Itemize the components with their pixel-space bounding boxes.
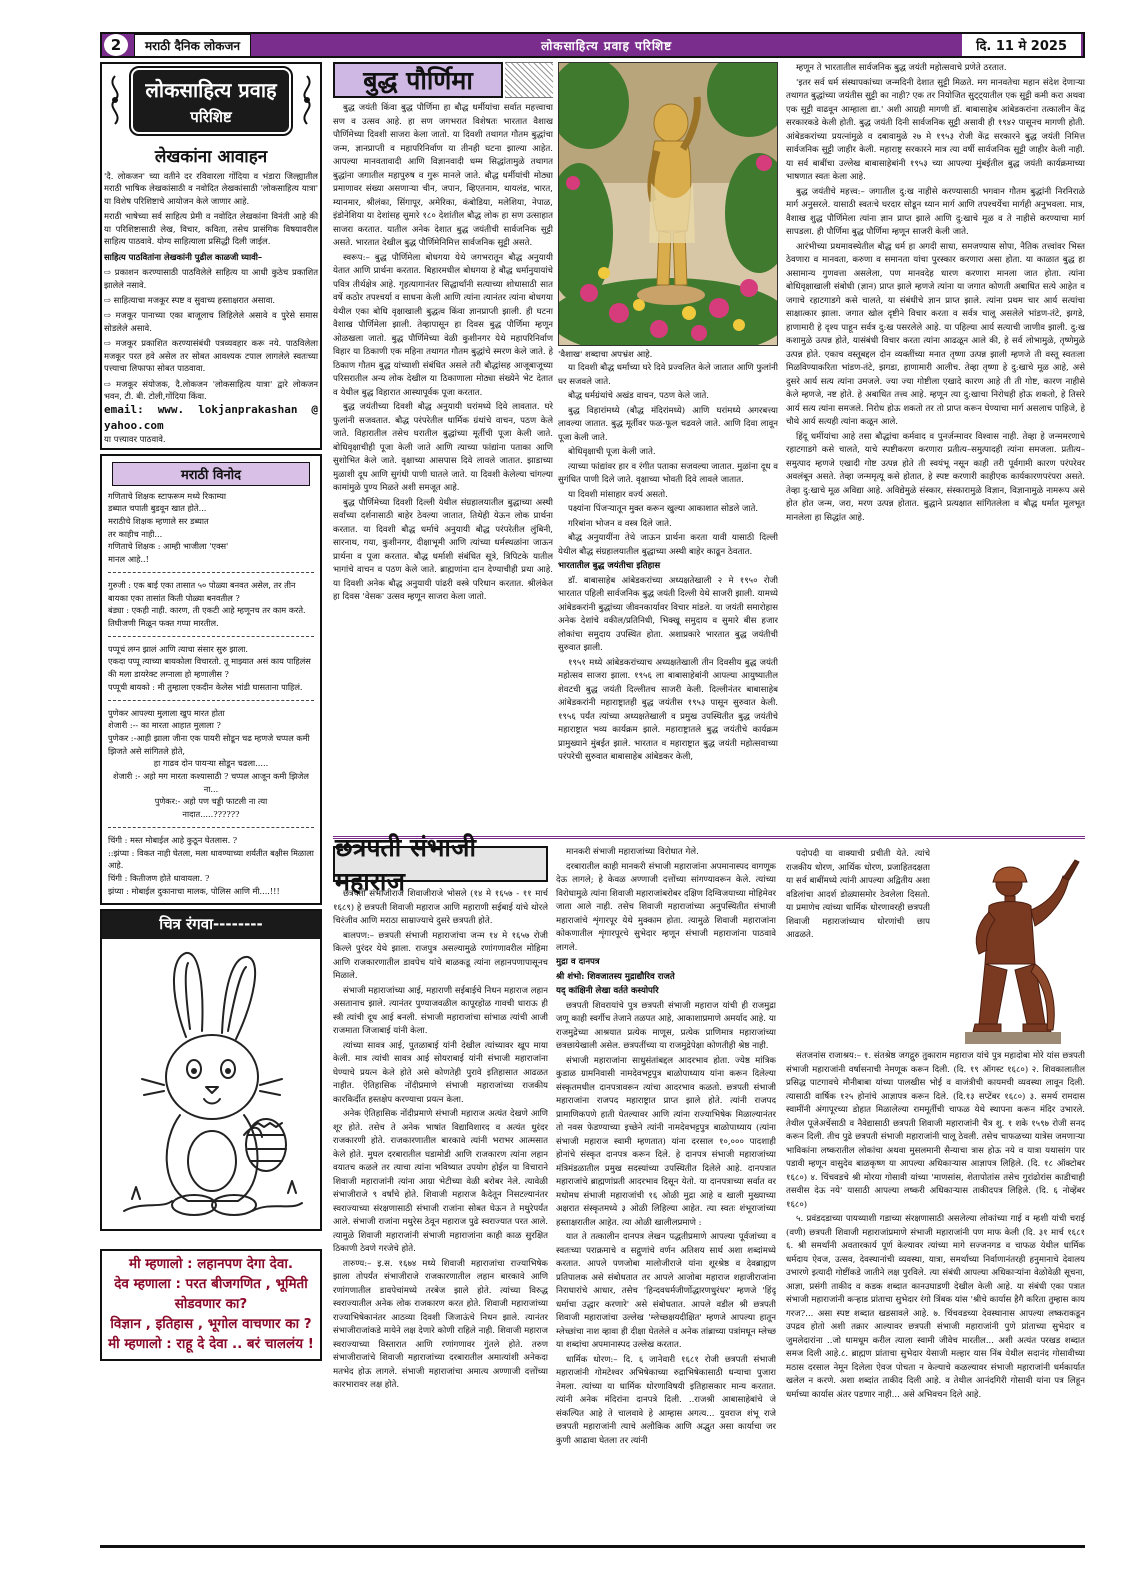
sambhaji-para: छत्रपती संभाजीराजे शिवाजीराजे भोसले (१४ मे १६५७ - ११ मार्च १६८९) हे छत्रपती शिवाजी महाराज आणि महाराणी सईबाई यांचे थोरले चिरंजीव आणि मराठा साम्राज्याचे दुसरे छत्रपती होते. (333, 889, 548, 926)
joke-line: चिंगी : मस्त मोबाईल आहे कुठून घेतलास. ? (108, 834, 238, 845)
buddha-para: बौद्ध अनुयायींना तेथे जाऊन प्रार्थना करता यावी यासाठी दिल्ली येथील बौद्ध संग्रहालयातील बुद्धाच्या अस्थी बाहेर काढून ठेवतात. (558, 533, 778, 557)
sambhaji-column-3b (786, 1050, 1085, 1540)
joke-line: गुरुजी : एक बाई एका तासात ५० पोळ्या बनवत असेल, तर तीन बायका एका तासांत किती पोळ्या बनवतील ? (108, 579, 296, 603)
sambhaji-para: मानकरी संभाजी महाराजांच्या विरोधात गेले. (566, 847, 699, 857)
buddha-para: बौद्ध धर्मग्रंथांचे अखंड वाचन, पठण केले जाते. (568, 391, 709, 401)
sambhaji-para: संभाजी महाराजांच्या आई, महाराणी सईबाईचे निधन महाराज लहान असतानाच झाले. त्यानंतर पुण्याजवळील कापूरहोळ गावची धाराऊ ही स्त्री त्यांची दूध आई बनली. संभाजी महाराजांचा सांभाळ त्यांची आजी राजमाता जिजाबाई यांनी केला. (333, 985, 548, 1036)
sambhaji-para: तारुण्य:– इ.स. १६७४ मध्ये शिवाजी महाराजांचा राज्याभिषेक झाला तोपर्यंत संभाजीराजे राजकारणातील लहान बारकावे आणि रणांगणातील डावपेचांमध्ये तरबेज झाले होते. त्यांच्या विरुद्ध स्वराज्यातील अनेक लोक राजकारण करत होते. शिवाजी महाराजांच्या राज्याभिषेकानंतर आठव्या दिवशी जिजाऊंचे निधन झाले. त्यानंतर संभाजीराजांकडे मायेने लक्ष देणारे कोणी राहिले नाही. शिवाजी महाराज स्वराज्याच्या विस्तारात आणि रणांगणावर गुंतले होते. तरुण संभाजीराजांचे शिवाजी महाराजांच्या दरबारातील अमात्यांशी अनेकदा मतभेद होऊ लागले. संभाजी महाराजांचा अमात्य अण्णाजी दत्तोंच्या कारभारावर लक्ष होते. (333, 1258, 548, 1390)
joke-line: हा गाढव दोन पायऱ्या सोडून चढला..... (153, 758, 269, 769)
coloring-heading: चित्र रंगवा-------- (102, 911, 320, 939)
joke-separator (108, 827, 314, 828)
sambhaji-para: संतजनांस राजाश्रय:– १. संतश्रेष्ठ जगद्गुरु तुकाराम महाराज यांचे पुत्र महादोबा मोरे यांस छत्रपती संभाजी महाराजांनी वर्षासनाची नेमणूक करून दिली. (दि. १९ ऑगस्ट १६८०) २. शिवकालातील प्रसिद्ध पाटगावचे मौनीबाबा यांच्या पालखीस भोई व वाजंत्रीची कायमची व्यवस्था लावून दिली. त्यासाठी वार्षिक १२५ होनांचे आज्ञापत्र करून दिले. (दि.१३ सप्टेंबर १६८०) ३. समर्थ रामदास स्वामींनी अंगापूरच्या डोहात मिळालेल्या राममूर्तीची चाफळ येथे स्थापना करून मंदिर उभारले. तेथील पूजेअर्चेसाठी व नैवेद्यासाठी छत्रपती शिवाजी महाराजांनी चैत्र शु. १ शके १५९७ रोजी सनद करून दिली. तीच पुढे छत्रपती संभाजी महाराजांनी चालू ठेवली. तसेच चाफळच्या यात्रेस जमणाऱ्या भाविकांना लष्करातील लोकांचा अथवा मुसलमानी सैन्याचा त्रास होऊ नये व यात्रा यथासांग पार पडावी म्हणून वासुदेव बाळकृष्ण या आपल्या अधिकाऱ्यास आज्ञापत्र लिहिले. (दि. १८ ऑक्टोबर १६८०) ४. चिंचवडचे श्री मोरया गोसावी यांच्या 'माणसांस, शेतापोतांस तसेच गुरांढोरांस काडीचाही तसवीस देऊ नये' यासाठी आपल्या लष्करी अधिकाऱ्यास ताकीदपत्र लिहिले. (दि. ६ नोव्हेंबर १६८०) (786, 1051, 1085, 1210)
joke-4 (102, 707, 320, 821)
section-title: लोकसाहित्य प्रवाह परिशिष्ट (541, 38, 673, 53)
buddha-para: बुद्ध जयंतीचे महत्त्व:– जगातील दु:ख नाहीसे करण्यासाठी भगवान गौतम बुद्धांनी निरनिराळे मार्ग अनुसरले. यासाठी स्वतःचे घरदार सोडून ध्यान मार्ग आणि तपश्चर्येचा मार्गही अनुभवला. मात्र, वैशाख शुद्ध पौर्णिमेला त्यांना ज्ञान प्राप्त झाले आणि दु:खाचे मूळ व ते नाहीसे करण्याचा मार्ग सापडला. ही पौर्णिमा बुद्ध पौर्णिमा म्हणून साजरी केली जाते. (786, 186, 1085, 237)
buddha-para: या दिवशी बौद्ध धर्मांच्या घरे दिवे प्रज्वलित केले जातात आणि फुलांनी घर सजवले जाते. (558, 363, 778, 387)
issue-date: दि. 11 मे 2025 (962, 34, 1081, 56)
sambhaji-verse: यद् कांक्षिनी लेखा वर्तते कस्योपरि (556, 986, 659, 996)
sambhaji-para: छत्रपती शिवरायांचे पुत्र छत्रपती संभाजी महाराज यांची ही राजमुद्रा जणू काही स्वर्गीच तेजाने तळपत आहे, आकाशाप्रमाणे अमर्याद आहे. या राजमुद्रेच्या आश्रयात प्रत्येक माणूस, प्रत्येक प्राणिमात्र महाराजांच्या छत्रछायेखाली असेल. छत्रपतींच्या या राजमुद्रेपेक्षा कोणतीही श्रेष्ठ नाही. (556, 1000, 776, 1051)
email-line (104, 402, 318, 433)
sambhaji-para: यात ते तत्कालीन दानपत्र लेखन पद्धतीप्रमाणे आपल्या पूर्वजांच्या व स्वतःच्या पराक्रमाचे व सद्गुणांचे वर्णन अतिशय सार्थ अशा शब्दांमध्ये करतात. आपले पणजोबा मालोजीराजे यांना शूरश्रेष्ठ व देवब्राह्मण प्रतिपालक असे संबोधतात तर आपले आजोबा महाराज शहाजीराजांना निराधारांचे आधार, तसेच 'हिन्दवधर्मजीर्णोद्धारणधुरंधर' म्हणजे 'हिंदू धर्माचा उद्धार करणारे' असे संबोधतात. आपले वडील श्री छत्रपती शिवाजी महाराजांचा उल्लेख 'म्लेच्छक्षयदीक्षित' म्हणजे आपल्या हातून म्लेच्छांचा नाश व्हावा ही दीक्षा घेतलेले व अनेक तांब्राच्या पत्रांमधून म्लेच्छ या शब्दांचा अपमानास्पद उल्लेख करतात. (556, 1232, 776, 1350)
joke-line: मराठीचे शिक्षक म्हणाले सर डब्यात (108, 516, 209, 527)
joke-line: शेजारी :- अहो मग मारता कश्यासाठी ? चप्पल आजून कमी झिजेल ना... (113, 771, 309, 794)
lekhak-heading: लेखकांना आवाहन (154, 147, 268, 167)
buddha-column-3 (786, 62, 1085, 832)
joke-separator (108, 572, 314, 573)
joke-line: बंड्या : एकही नाही. कारण, ती एकटी आहे म्हणूनच तर काम करते. तिघीजणी मिळून फक्त गप्पा मारतील. (108, 605, 306, 628)
buddha-para: बुद्ध विहारांमध्ये (बौद्ध मंदिरांमध्ये) आणि घरांमध्ये अगरबत्त्या लावल्या जातात. बुद्ध मूर्तीवर फळ-फूल चढवले जाते. आणि दिवा लावून पूजा केली जाते. (558, 405, 778, 443)
photo-caption: 'वैशाख' शब्दाचा अपभ्रंश आहे. (558, 350, 653, 360)
sambhaji-subheading: मुद्रा व दानपत्र (556, 957, 600, 967)
email-suffix: या पत्त्यावर पाठवावे. (104, 434, 166, 445)
lekhak-para: मराठी भाषेच्या सर्व साहित्य प्रेमी व नवोदित लेखकांना विनंती आहे की या परिशिष्टासाठी लेख, विचार, कविता, तसेच प्रासंगिक विषयावरील साहित्य पाठवावे. योग्य साहित्याला प्रसिद्धी दिली जाईल. (104, 211, 318, 247)
ornament-right-icon (296, 74, 318, 126)
sambhaji-title: छत्रपती संभाजी महाराज (333, 846, 548, 882)
joke-line: एकदा पप्पू त्याच्या बायकोला विचारतो. तू माझ्यात असं काय पाहिलंस की मला डायरेक्ट लग्नाला हो म्हणालीस ? (108, 656, 311, 680)
title-hatch (505, 62, 553, 98)
sambhaji-para: त्यांच्या सावत्र आई, पुतळाबाई यांनी देखील त्यांच्यावर खूप माया केली. मात्र त्यांची सावत्र आई सोयराबाई यांनी संभाजी महाराजांना घेण्याचे प्रयत्न केले होते असे कोणतेही पुरावे इतिहासात आढळत नाहीत. ऐतिहासिक नोंदीप्रमाणे संभाजी महाराजांच्या राजकीय कारकिर्दीत हस्तक्षेप करण्याचा प्रयत्न केला. (333, 1040, 548, 1105)
joke-line: पुणेकर :-आही झाला जीना एक पायरी सोडून चढ म्हणजे चप्पल कमी झिजते असे सांगितले होते, (108, 732, 310, 756)
sambhaji-statue-photo (935, 854, 1087, 1050)
buddha-title: बुद्ध पौर्णिमा (333, 62, 503, 98)
mi-line: विज्ञान , इतिहास , भूगोल वाचणार का ? (110, 1316, 312, 1333)
mi-line: मी म्हणालो : राहू दे देवा .. बरं चाललंय ! (108, 1336, 314, 1353)
buddha-para: बुद्ध पौर्णिमेच्या दिवशी दिल्ली येथील संग्रहालयातील बुद्धाच्या अस्थी सर्वांच्या दर्शनासाठी बाहेर ठेवल्या जातात, तिथेही येऊन लोक प्रार्थना करतात. या दिवशी बौद्ध धर्माचे अनुयायी बौद्ध परंपरेतील लुंबिनी, सारनाथ, गया, कुशीनगर, दीक्षाभूमी आणि त्यांच्या धर्मस्थळांना जाऊन प्रार्थना व पूजा करतात. बौद्ध धर्माशी संबंधित सूत्रे, त्रिपिटके यातील भागांचे वाचन व पठण केले जाते. ब्राह्मणांना दान देण्याचीही प्रथा आहे. या दिवशी अनेक बौद्ध अनुयायी पांढरी वस्त्रे परिधान करतात. श्रीलंकेत हा दिवस 'वेसक' उत्सव म्हणून साजरा केला जातो. (333, 497, 553, 602)
mi-mhanalo-box (100, 1249, 322, 1361)
joke-line: पप्पूची बायको : मी तुम्हाला एकदीन केलेस भांडी घासताना पाहिलं. (108, 681, 303, 692)
joke-line: डब्यात चपाती बुडवून खात होते... (108, 503, 207, 514)
page-number: 2 (104, 34, 128, 56)
buddha-para: १९५१ मध्ये आंबेडकरांच्याच अध्यक्षतेखाली तीन दिवसीय बुद्ध जयंती महोत्सव साजरा झाला. १९५६ ला बाबासाहेबांनी आपल्या आयुष्यातील शेवटची बुद्ध जयंती दिल्लीतच साजरी केली. दिल्लीनंतर बाबासाहेब आंबेडकरांनी महाराष्ट्रातही बुद्ध जयंतीस १९५३ पासून सुरुवात केली. १९५६ पर्यंत त्यांच्या अध्यक्षतेखाली व प्रमुख उपस्थितीत बुद्ध जयंतीचे महाराष्ट्रात भव्य कार्यक्रम झाले. महाराष्ट्रातले बुद्ध जयंतीचे कार्यक्रम प्रामुख्याने मुंबईत झाले. भारतात व महाराष्ट्रात बुद्ध जयंती महोत्सवाच्या परंपरेची सुरुवात बाबासाहेब आंबेडकर केली, (558, 657, 778, 762)
vinod-box (100, 454, 322, 906)
sambhaji-para: धार्मिक धोरण:– दि. ६ जानेवारी १६८१ रोजी छत्रपती संभाजी महाराजांनी गोमटेश्वर अभिषेकाच्या रुद्राभिषेकासाठी धन्याचा पुजारा नेमला. त्यांच्या या धार्मिक धोरणाविषयी इतिहासकार मान्य करतात. त्यांनी अनेक मंदिरांना दानपत्रे दिली. ..राजश्री आबासाहेबांचे जे संकल्पित आहे ते चालवावे हे आम्हास अगत्य... युवराज शंभू राजे छत्रपती महाराजांनी त्याचे अलौकिक आणि अद्भुत असा कार्याचा जर कुणी आढावा घेतला तर त्यांनी (556, 1354, 776, 1446)
buddha-para: म्हणून ते भारतातील सार्वजनिक बुद्ध जयंती महोत्सवाचे प्रणेते ठरतात. (796, 63, 1007, 73)
sambhaji-para: अनेक ऐतिहासिक नोंदीप्रमाणे संभाजी महाराज अत्यंत देखणे आणि शूर होते. तसेच ते अनेक भाषांत विद्याविशारद व अत्यंत धुरंदर राजकारणी होते. राजकारणातील बारकावे त्यांनी भराभर आत्मसात केले होते. मुघल दरबारातील घडामोडी आणि राजकारण त्यांना लहान वयातच कळले तर त्याचा त्यांना भविष्यात उपयोग होईल या विचाराने शिवाजी महाराजांनी त्यांना आग्रा भेटीच्या वेळी बरोबर नेले. त्यावेळी संभाजीराजे ९ वर्षांचे होते. शिवाजी महाराज कैदेतून निसटल्यानंतर स्वराज्याच्या संरक्षणासाठी संभाजी राजांना सोबत घेऊन ते मथुरेपर्यंत आले. संभाजी राजांना मथुरेस ठेवून महाराज पुढे स्वराज्यात परत आले. त्यामुळे शिवाजी महाराजांनी संभाजी महाराजांना काही काळ सुरक्षित ठिकाणी ठेवणे गरजेचे होते. (333, 1109, 548, 1254)
email-label: email: (104, 403, 144, 417)
lekhak-para: साहित्य पाठवितांना लेखकांनी पुढील काळजी घ्यावी– (104, 251, 263, 262)
baby-buddha-photo (558, 62, 778, 346)
joke-line: ::झंप्या : विकत नाही घेतला, मला धावण्याच्या शर्यतीत बक्षीस मिळाला आहे. (108, 847, 314, 871)
bunny-coloring-illustration (102, 939, 320, 1223)
buddha-para: आरंभीच्या प्रथमावस्थेतील बौद्ध धर्म हा अगदी साधा, समजण्यास सोपा, नैतिक तत्त्वांवर भिस्त ठेवणारा व मानवता, करुणा व समानता यांचा पुरस्कार करणारा असा होता. या काळात बुद्ध हा असामान्य गुणवत्ता असलेला, पण मानवदेह धारण करणारा मानला जात होता. त्यांना बोधिवृक्षाखाली संबोधी (ज्ञान) प्राप्त झाले म्हणजे त्यांना या जगात कोणती अबाधित सत्ये आहेत व जगाचे रहाटगाडगे कसे चालते, या संबंधीचे ज्ञान प्राप्त झाले. त्यांना प्रथम चार आर्य सत्यांचा साक्षात्कार झाला. जगात खोल दृष्टीने विचार करता व सर्वत्र चालू असलेले भांडण-तंटे, झगडे, हाणामारी हे दृश्य पाहून सर्वत्र दु:ख पसरलेले आहे. या पहिल्या आर्य सत्याची जाणीव झाली. दु:ख कशामुळे उत्पन्न होते, यासंबंधी विचार करता त्यांना आढळून आले की, हे सर्व लोभामुळे, तृष्णेमुळे उत्पन्न होते. एकाच वस्तूबद्दल दोन व्यक्तींच्या मनात तृष्णा उत्पन्न झाली म्हणजे ती वस्तू स्वतःला मिळविण्याकरिता भांडण-तंटे, झगडा, हाणामारी आलीच. तेव्हा तृष्णा हे दु:खाचे मूळ आहे, असे दुसरे आर्य सत्य त्यांना उमजले. ज्या ज्या गोष्टीला एखादे कारण आहे ती ती गोष्ट, कारण नाहीसे केले म्हणजे, नष्ट होते. हे अबाधित तत्त्व आहे. म्हणून त्या दु:खाचा निरोधही होऊ शकतो, हे तिसरे आर्य सत्य त्यांना समजले. निरोध होऊ शकतो तर तो प्राप्त करून घेण्याचा मार्ग असलाच पाहिजे, हे चौथे आर्य सत्यही त्यांना कळून आले. (786, 241, 1085, 427)
logo-line2: परिशिष्ट (190, 108, 232, 126)
joke-line: पप्पूचं लग्न झालं आणि त्याचा संसार सुरु झाला. (108, 643, 249, 654)
masthead (100, 32, 1085, 58)
mi-line: मी म्हणालो : लहानपण देगा देवा. (129, 1256, 293, 1273)
joke-1 (102, 490, 320, 566)
sambhaji-verse: श्री शंभो: शिवजातस्य मुद्राद्यौरिव राजते (556, 971, 675, 982)
joke-separator (108, 636, 314, 637)
joke-line: पुणेकर:- अहो पण चड्डी फाटली ना त्या (154, 796, 268, 807)
lekhak-text (102, 170, 320, 446)
sambhaji-para: संभाजी महाराजांना साधुसंतांबद्दल आदरभाव होता. ज्येष्ठ मांत्रिक कुडाळ ग्रामनिवासी नामदेवभट्टपुत्र बाळोपाध्याय यांना करून दिलेल्या संस्कृतमधील दानपत्रावरून त्यांचा आदरभाव कळतो. छत्रपती संभाजी महाराजांना राजपद महाराष्ट्रात प्राप्त झाले होते. त्यांनी राजपद प्रामाणिकपणे हाती घेतल्यावर आणि त्यांना राज्याभिषेक मिळाल्यानंतर तो नवस फेडण्याच्या इच्छेने त्यांनी नामदेवभट्टपुत्र बाळोपाध्याय (त्यांना संभाजी महाराज स्वामी म्हणतात) यांना दरसाल १०,००० पादशाही होनांचे संस्कृत दानपत्र करून दिले. हे दानपत्र संभाजी महाराजांच्या मंत्रिमंडळातील प्रमुख सदस्यांच्या उपस्थितीत दिलेले आहे. दानपत्रात महाराजांचे ब्राह्मणांप्रती आदरभाव दिसून येतो. या दानपत्राच्या सर्वात वर मधोमध संभाजी महाराजांची १६ ओळी मुद्रा आहे व खाली मुख्याच्या अक्षरात संस्कृतमध्ये ३ ओळी लिहिल्या आहेत. त्या स्वतः शंभूराजांच्या हस्ताक्षरातील आहेत. त्या ओळी खालीलप्रमाणे : (556, 1055, 776, 1228)
buddha-para: बुद्ध जयंती किंवा बुद्ध पौर्णिमा हा बौद्ध धर्मीयांचा सर्वात महत्त्वाचा सण व उत्सव आहे. हा सण जगभरात विशेषतः भारतात वैशाख पौर्णिमेच्या दिवशी साजरा केला जातो. या दिवशी तथागत गौतम बुद्धांचा जन्म, ज्ञानप्राप्ती व महापरिनिर्वाण या तीनही घटना झाल्या आहेत. आपल्या मानवतावादी आणि विज्ञानवादी धम्म सिद्धांतामुळे तथागत बुद्धांना जगातील महापुरुष व गुरू मानले जाते. बौद्ध धर्मीयांची मोठ्या प्रमाणावर संख्या असणाऱ्या चीन, जपान, व्हिएतनाम, थायलंड, भारत, म्यानमार, श्रीलंका, सिंगापूर, अमेरिका, कंबोडिया, मलेशिया, नेपाळ, इंडोनेशिया या देशांसह सुमारे १८० देशांतील बौद्ध लोक हा सण उत्साहात साजरा करतात. यातील अनेक देशात बुद्ध जयंतीची सार्वजनिक सुट्टी असते. भारतात देखील बुद्ध पौर्णिमेनिमित्त सार्वजनिक सुट्टी असते. (333, 103, 553, 248)
buddha-para: पक्ष्यांना पिंजऱ्यातून मुक्त करून खुल्या आकाशात सोडले जाते. (568, 504, 759, 514)
logo-plate (131, 68, 291, 134)
ornament-left-icon (104, 74, 126, 126)
joke-separator (108, 700, 314, 701)
lekhak-para: ⇨ मजकूर संयोजक, दै.लोकजन 'लोकसाहित्य यात्रा' द्वारे लोकजन भवन, टी. बी. टोली,गोंदिया किंवा. (104, 378, 318, 401)
joke-line: गणिताचे शिक्षक : आम्ही भाजीला 'एक्स' (108, 541, 229, 552)
buddha-column-2 (558, 362, 778, 832)
buddha-para: 'इतर सर्व धर्म संस्थापकांच्या जन्मदिनी देशात सुट्टी मिळते. मग मानवतेचा महान संदेश देणाऱ्या तथागत बुद्धांच्या जयंतीस सुट्टी का नाही? एक तर नियोजित सुट्ट्यातील एक सुट्टी कमी करा अथवा एक सुट्टी वाढवून आम्हाला द्या.' अशी आग्रही मागणी डॉ. बाबासाहेब आंबेडकरांना तत्कालीन केंद्र सरकारकडे केली होती. बुद्ध जयंती दिनी सार्वजनिक सुट्टी असावी ही १९४२ पासूनच मागणी होती. आंबेडकरांच्या प्रयत्नांमुळे व दबावामुळे २७ मे १९५३ रोजी केंद्र सरकारने बुद्ध जयंती निमित्त सार्वजनिक सुट्टी जाहीर केली. महाराष्ट्र सरकारने मात्र त्या वर्षी सार्वजनिक सुट्टी जाहीर केली नाही. या सर्व बाबींचा उल्लेख बाबासाहेबांनी १९५३ च्या आपल्या मुंबईतील बुद्ध जयंती कार्यक्रमाच्या भाषणात स्वतः केला आहे. (786, 77, 1085, 182)
joke-3 (102, 643, 320, 694)
buddha-para: स्वरूप:– बुद्ध पौर्णिमेला बोधगया येथे जगभरातून बौद्ध अनुयायी येतात आणि प्रार्थना करतात. बिहारमधील बोधगया हे बौद्ध धर्मानुयायांचे पवित्र तीर्थक्षेत्र आहे. गृहत्यागानंतर सिद्धार्थांनी सत्याच्या शोधासाठी सात वर्षे कठोर तपश्चर्या व साधना केली आणि त्यांना त्यानंतर त्यांना बोधगया येथील एका बोधि वृक्षाखाली बुद्धत्व किंवा ज्ञानप्राप्ती झाली. ही घटना वैशाख पौर्णिमेला झाली. तेव्हापासून हा दिवस बुद्ध पौर्णिमा म्हणून ओळखला जातो. बुद्ध पौर्णिमेच्या वेळी कुशीनगर येथे महापरिनिर्वाण विहार या ठिकाणी एक महिना तथागत गौतम बुद्धांचे स्मरण केले जाते. हे ठिकाण गौतम बुद्ध यांच्याशी संबंधित असले तरी बौद्धांसह आजूबाजूच्या परिसरातील अन्य लोक देखील या ठिकाणाला मोठ्या संख्येने भेट देतात व येथील बुद्ध विहारात आस्थापूर्वक पूजा करतात. (333, 252, 553, 398)
joke-line: गणिताचे शिक्षक स्टाफरूम मध्ये रिकाम्या (108, 490, 227, 501)
bunny-eye-right (225, 1068, 231, 1074)
lekhak-para: ⇨ साहित्याचा मजकूर स्पष्ट व सुवाच्य हस्ताक्षरात असावा. (104, 294, 276, 305)
vinod-heading: मराठी विनोद (112, 462, 310, 486)
sambhaji-column-1 (333, 888, 548, 1540)
sambhaji-para: दरबारातील काही मानकरी संभाजी महाराजांना अपमानास्पद वागणूक देऊ लागले; हे केवळ अण्णाजी दत्तोंच्या सांगण्यावरून केले. त्यांच्या विरोधामुळे त्यांना शिवाजी महाराजांबरोबर दक्षिण दिग्विजयाच्या मोहिमेवर जाता आले नाही. तसेच शिवाजी महाराजांच्या अनुपस्थितीत संभाजी महाराजांचे शृंगारपूर येथे मुक्काम होता. त्यामुळे शिवाजी महाराजांना कोकणातील शृंगारपूरचे सुभेदार म्हणून संभाजी महाराजांना पाठवावे लागले. (556, 861, 776, 953)
newspaper-name: मराठी दैनिक लोकजन (134, 34, 251, 57)
lekhak-para: ⇨ मजकूर प्रकाशित करण्यासंबंधी पत्रव्यवहार करू नये. पाठविलेला मजकूर परत हवे असेल तर सोबत आवश्यक टपाल लागलेले स्वतःच्या पत्त्याचा लिफाफा सोबत पाठवावा. (104, 338, 318, 374)
email-address[interactable]: www. lokjanprakashan @ yahoo.com (104, 403, 318, 432)
lekhak-box (100, 62, 322, 450)
sambhaji-para: ५. प्रवंडदडाच्या पायथ्याशी गडाच्या संरक्षणासाठी असलेल्या लोकांच्या गाई व म्हशी यांची चराई (वणी) छत्रपती शिवाजी महाराजांप्रमाणे संभाजी महाराजांनी पण माफ केली (दि. ३१ मार्च १६८१ ६. श्री समर्थांनी अवतारकार्य पूर्ण केल्यावर त्यांच्या मागे सज्जनगड व चाफळ येथील धार्मिक धर्मदाय ऐवज, उत्सव, देवस्थानांची व्यवस्था, यात्रा, समर्थांच्या निर्वाणानंतरही हनुमानाचे देवालय उभारणे इत्यादी गोष्टींकडे जातीने लक्ष पुरविले. त्या संबंधी आपल्या अधिकाऱ्यांना वेळोवेळी सूचना, आज्ञा, प्रसंगी ताकीद व कडक शब्दात कानउघाडणी देखील केली आहे. या संबंधी एका पत्रात संभाजी महाराजांनी कऱ्हाड प्रांताचा सुभेदार रंगो त्रिंबक यांस 'श्रीचे कार्यास हैगै करिता तुम्हास काय गरज?... असा स्पष्ट शब्दात खडसावले आहे. ७. चिंचवडच्या देवस्थानास आपल्या लष्कराकडून उपद्रव होतो अशी तक्रार आल्यावर छत्रपती संभाजी महाराजांनी पुणे प्रांताच्या सुभेदार व जुमलेदारांना ..जो धामधूम करील त्याला स्वामी जीवेच मारतील... अशी अत्यंत परखड शब्दात समज दिली आहे.८. ब्राह्मण प्रांताचा सुभेदार येसाजी मल्हार यास निंब येथील सदानंद गोसावीच्या मठास दरसाल नेमून दिलेला ऐवज पोचता न केल्याचे कळल्यावर संभाजी महाराजांनी धर्मकार्यात खलेल न करणे. अशा शब्दांत ताकीद दिली आहे. व तेथील आनंदगिरी गोसावी यांना पत्र लिहून धर्माच्या कार्यास अंतर पडणार नाही... असे अभिवचन दिले आहे. (786, 1214, 1085, 1400)
buddha-para: त्याच्या फांद्यांवर हार व रंगीत पताका सजवल्या जातात. मुळांना दूध व सुगंधित पाणी दिले जाते. वृक्षाच्या भोवती दिवे लावले जातात. (558, 461, 778, 485)
page-bottom-rule (100, 1545, 1085, 1548)
sambhaji-para: बालपण:– छत्रपती संभाजी महाराजांचा जन्म १४ मे १६५७ रोजी किल्ले पुरंदर येथे झाला. राजपुत्र असल्यामुळे रणांगणावरील मोहिमा आणि राजकारणातील डावपेच यांचे बाळकडू त्यांना लहानपणापासूनच मिळाले. (333, 930, 548, 981)
joke-line: झंप्या : मोबाईल दुकानाचा मालक, पोलिस आणि मी....!!! (108, 885, 280, 896)
joke-line: शेजारी :-- का मारता आहात मुलाला ? (108, 720, 221, 731)
joke-line: तर काहीच नाही... (108, 528, 163, 539)
lekhak-para: ⇨ प्रकाशन करण्यासाठी पाठविलेले साहित्य या आधी कुठेच प्रकाशित झालेले नसावे. (104, 267, 318, 290)
joke-line: पुणेकर आपल्या मुलाला खुप मारत होता (108, 707, 225, 718)
mi-line: देव म्हणाला : परत बीजगणित , भूमिती सोडवणार का? (114, 1276, 308, 1313)
logo-line1: लोकसाहित्य प्रवाह (145, 78, 277, 102)
lekhak-para: 'दै. लोकजन' च्या वतीने दर रविवारला गोंदिया व भंडारा जिल्ह्यातील मराठी भाषिक लेखकांसाठी व नवोदित लेखकांसाठी 'लोकसाहित्य यात्रा' या विशेष परिशिष्टाचे आयोजन केले जाणार आहे. (104, 171, 318, 206)
buddha-para: हिंदू धर्मीयांचा आहे तसा बौद्धांचा कर्मवाद व पुनर्जन्मावर विश्वास नाही. तेव्हा हे जन्ममरणाचे रहाटगाडगे कसे चालते, याचे स्पष्टीकरण करणारा प्रतीत्य–समुत्पादही त्यांना समजला. प्रतीत्य–समुत्पाद म्हणजे एखादी गोष्ट उत्पन्न होते ती स्वयंभू नसून काही तरी पूर्वगामी कारण परंपरेवर अवलंबून असते. तेव्हा जन्ममृत्यू कसे होतात, हे स्पष्ट करणारी काहीएक कार्यकारणपरंपरा असते. तेव्हा दु:खाचे मूळ अविद्या आहे. अविद्येमुळे संस्कार, संस्कारामुळे विज्ञान, विज्ञानामुळे नामरूप असे होत होत जन्म, जरा, मरण उत्पन्न होतात. बुद्धाने प्रत्यक्षात सांगितलेला व बौद्ध धर्मात मूलभूत मानलेला हा सिद्धांत आहे. (786, 431, 1085, 523)
buddha-para: डॉ. बाबासाहेब आंबेडकरांच्या अध्यक्षतेखाली २ मे १९५० रोजी भारतात पहिली सार्वजनिक बुद्ध जयंती दिल्ली येथे साजरी झाली. यामध्ये आंबेडकरांनी बुद्धांच्या जीवनकार्यावर विचार मांडले. या जयंती समारोहास अनेक देशांचे वकील/प्रतिनिधी, भिक्खू समुदाय व सुमारे बीस हजार लोकांचा समुदाय उपस्थित होता. अशाप्रकारे भारतात बुद्ध जयंतीची सुरुवात झाली. (558, 575, 778, 653)
buddha-column-1 (333, 102, 553, 834)
coloring-box (100, 909, 322, 1231)
supplement-logo (102, 64, 320, 138)
left-column (100, 62, 322, 1540)
buddha-para: गरिबांना भोजन व वस्त्र दिले जाते. (568, 518, 672, 529)
lekhak-para: ⇨ मजकूर पानाच्या एका बाजूलाच लिहिलेले असावे व पुरेसे समास सोडलेले असावे. (104, 310, 318, 333)
buddha-para: बोधिवृक्षाची पूजा केली जाते. (568, 447, 656, 457)
joke-line: चिंगी : कितीजण होते धावायला. ? (108, 872, 210, 883)
joke-line: नादात.....?????? (182, 809, 240, 820)
bunny-eye-left (191, 1068, 197, 1074)
buddha-para: बुद्ध जयंतीच्या दिवशी बौद्ध अनुयायी घरांमध्ये दिवे लावतात. घरे फुलांनी सजवतात. बौद्ध परंपरेतील धार्मिक ग्रंथांचे वाचन, पठण केले जाते. विहारातील तसेच घरातील बुद्धांच्या मूर्तीची पूजा केली जाते. बोधिवृक्षाचीही पूजा केली जाते आणि त्याच्या फांद्यांना पताका आणि सुशोभित केले जाते. वृक्षाच्या आसपास दिवे लावले जातात. झाडाच्या मुळाशी दूध आणि सुगंधी पाणी घातले जाते. या दिवशी केलेल्या चांगल्या कामांमुळे पुण्य मिळते अशी समजूत आहे. (333, 402, 553, 493)
joke-2 (102, 579, 320, 630)
buddha-para: या दिवशी मांसाहार वर्ज्य असतो. (568, 489, 668, 500)
buddha-subheading: भारतातील बुद्ध जयंतीचा इतिहास (558, 561, 661, 571)
sambhaji-column-3a (786, 848, 930, 1048)
joke-line: मानल आहे..! (108, 554, 149, 565)
sambhaji-para: पदोपदी या वाक्याची प्रचीती येते. त्यांचे राजकीय धोरण, आर्थिक धोरण, प्रजाहितदक्षता या सर्व बाबींमध्ये त्यांनी आपल्या अद्वितीय अशा वडिलांचा आदर्श डोळ्यासमोर ठेवलेला दिसतो. या प्रमाणेच त्यांच्या धार्मिक धोरणावरही छत्रपती शिवाजी महाराजांच्याच धोरणांची छाप आढळते. (786, 849, 930, 940)
sambhaji-column-2 (556, 846, 776, 1540)
joke-5 (102, 834, 320, 898)
